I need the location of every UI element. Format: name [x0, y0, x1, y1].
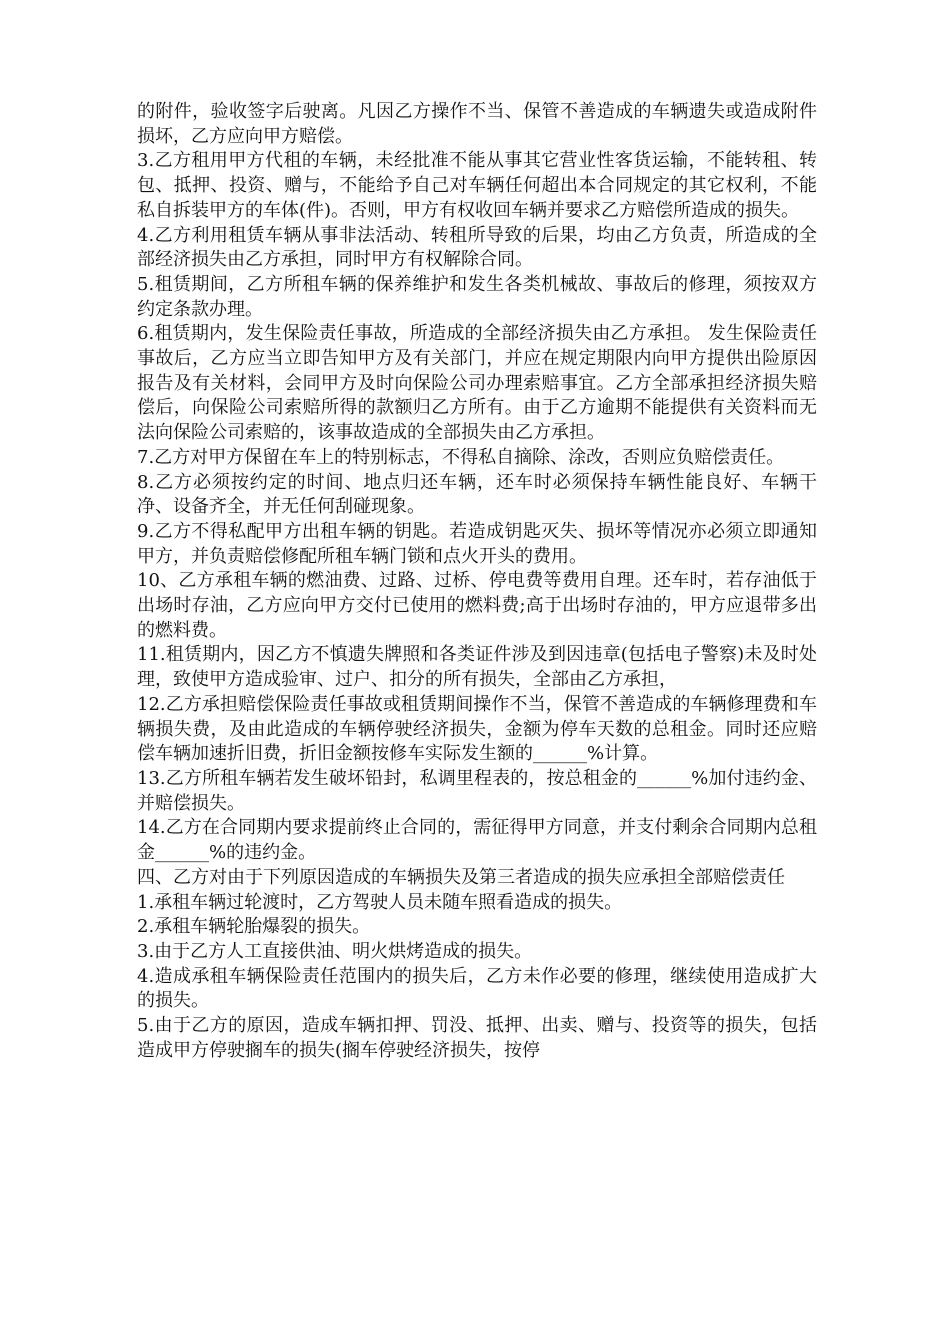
paragraph-sub-2: 2.承租车辆轮胎爆裂的损失。	[137, 916, 371, 938]
paragraph-item-11: 11.租赁期内，因乙方不慎遗失牌照和各类证件涉及到因违章(包括电子警察)未及时处理，致使甲方造成验审、过户、扣分的所有损失，全部由乙方承担，	[137, 644, 817, 691]
paragraph-sub-1: 1.承租车辆过轮渡时，乙方驾驶人员未随车照看造成的损失。	[137, 891, 623, 913]
paragraph-item-10: 10、乙方承租车辆的燃油费、过路、过桥、停电费等费用自理。还车时，若存油低于出场时存油，乙方应向甲方交付已使用的燃料费;高于出场时存油的，甲方应退带多出的燃料费。	[137, 570, 817, 641]
paragraph-intro-continued: 的附件，验收签字后驶离。凡因乙方操作不当、保管不善造成的车辆遗失或造成附件损坏，乙方应向甲方赔偿。	[137, 101, 817, 147]
paragraph-item-13: 13.乙方所租车辆若发生破坏铅封，私调里程表的，按总租金的______%加付违约金、并赔偿损失。	[137, 767, 817, 814]
paragraph-item-6: 6.租赁期内，发生保险责任事故，所造成的全部经济损失由乙方承担。 发生保险责任事故后，乙方应当立即告知甲方及有关部门，并应在规定期限内向甲方提供出险原因报告及有关材料，会同甲方及时向保险公司办理索赔事宜。乙方全部承担经济损失赔偿后，向保险公司索赔所得的款额归乙方所有。由于乙方逾期不能提供有关资料而无法向保险公司索赔的，该事故造成的全部损失由乙方承担。	[137, 323, 817, 444]
paragraph-item-7: 7.乙方对甲方保留在车上的特别标志，不得私自摘除、涂改，否则应负赔偿责任。	[137, 446, 785, 468]
paragraph-item-5: 5.租赁期间，乙方所租车辆的保养维护和发生各类机械故、事故后的修理，须按双方约定条款办理。	[137, 273, 817, 320]
paragraph-item-9: 9.乙方不得私配甲方出租车辆的钥匙。若造成钥匙灭失、损坏等情况亦必须立即通知甲方，并负责赔偿修配所租车辆门锁和点火开头的费用。	[137, 520, 817, 567]
paragraph-item-14: 14.乙方在合同期内要求提前终止合同的，需征得甲方同意，并支付剩余合同期内总租金______%的违约金。	[137, 817, 817, 864]
paragraph-item-4: 4.乙方利用租赁车辆从事非法活动、转租所导致的后果，均由乙方负责，所造成的全部经济损失由乙方承担，同时甲方有权解除合同。	[137, 224, 817, 271]
paragraph-sub-4: 4.造成承租车辆保险责任范围内的损失后，乙方未作必要的修理，继续使用造成扩大的损失。	[137, 965, 817, 1012]
paragraph-sub-3: 3.由于乙方人工直接供油、明火烘烤造成的损失。	[137, 940, 533, 962]
paragraph-item-12: 12.乙方承担赔偿保险责任事故或租赁期间操作不当，保管不善造成的车辆修理费和车辆损失费，及由此造成的车辆停驶经济损失，金额为停车天数的总租金。同时还应赔偿车辆加速折旧费，折旧金额按修车实际发生额的______%计算。	[137, 693, 817, 765]
paragraph-sub-5: 5.由于乙方的原因，造成车辆扣押、罚没、抵押、出卖、赠与、投资等的损失，包括造成甲方停驶搁车的损失(搁车停驶经济损失，按停	[137, 1015, 817, 1061]
document-body	[137, 100, 817, 1063]
paragraph-item-8: 8.乙方必须按约定的时间、地点归还车辆，还车时必须保持车辆性能良好、车辆干净、设备齐全，并无任何刮碰现象。	[137, 471, 817, 518]
paragraph-item-3: 3.乙方租用甲方代租的车辆，未经批准不能从事其它营业性客货运输，不能转租、转包、抵押、投资、赠与，不能给予自己对车辆任何超出本合同规定的其它权利，不能私自拆装甲方的车体(件)。否则，甲方有权收回车辆并要求乙方赔偿所造成的损失。	[137, 150, 817, 221]
section-heading-four: 四、乙方对由于下列原因造成的车辆损失及第三者造成的损失应承担全部赔偿责任	[137, 866, 785, 888]
